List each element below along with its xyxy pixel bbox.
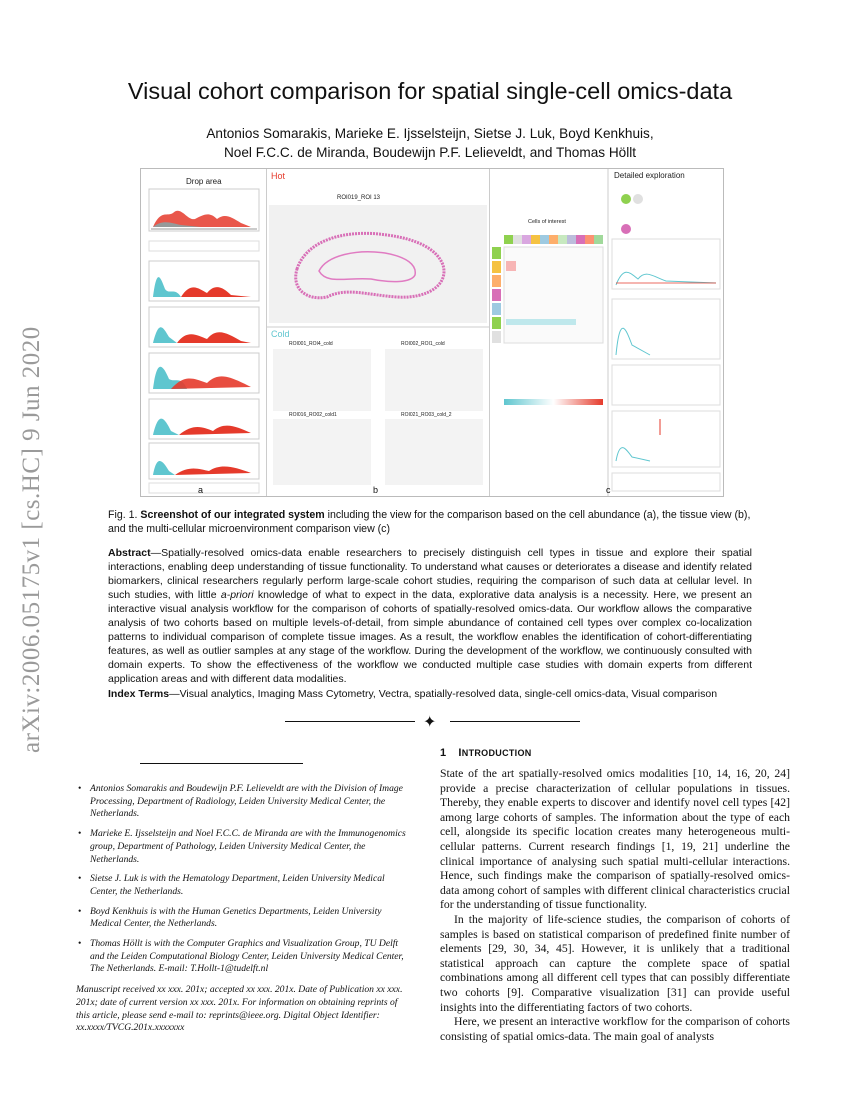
divider-line-left xyxy=(285,721,415,722)
figure-1 xyxy=(140,168,724,497)
abstract-label: Abstract xyxy=(108,547,151,559)
author-line-1: Antonios Somarakis, Marieke E. Ijsselsteijn, Sietse J. Luk, Boyd Kenkhuis, xyxy=(206,126,654,141)
body-paragraph: In the majority of life-science studies, the comparison of cohorts of samples is based on statistical comparison of predefined finite number of elements [29, 30, 34, 45]. However, it is unlikely that a traditional statistical approach can capture the complete space of spatial combinations among all different cell types that can possibly differentiate two cohorts [9]. Comparative visualization [31] can provide useful insights into the differentiating factors of two cohorts. xyxy=(440,912,790,1014)
abundance-plot-1 xyxy=(149,261,259,301)
panel-c-plots xyxy=(490,169,723,496)
affiliation-item: • Thomas Höllt is with the Computer Graphics and Visualization Group, TU Delft and the Leiden Computational Biology Center, Leiden University Medical Center, The Netherlands. E-mail: T.Hollt-1@tudelft.nl xyxy=(76,938,412,976)
caption-bold: Screenshot of our integrated system xyxy=(140,509,325,521)
heatmap-row-cold xyxy=(506,319,576,325)
affiliation-item: • Marieke E. Ijsselsteijn and Noel F.C.C. de Miranda are with the Immunogenomics group, Department of Pathology, Leiden University Medical Center, the Netherlands. xyxy=(76,828,412,866)
section-heading xyxy=(440,747,532,759)
introduction-body xyxy=(440,767,790,1044)
paper-title: Visual cohort comparison for spatial single-cell omics-data xyxy=(127,78,733,104)
section-title-rest: NTRODUCTION xyxy=(461,748,532,758)
divider-line-right xyxy=(450,721,580,722)
cold-tissue-4-name: ROI021_RO03_cold_2 xyxy=(401,412,452,418)
drop-area-label: Drop area xyxy=(186,177,222,186)
panel-c-microenvironment xyxy=(490,169,723,496)
abundance-plot-4 xyxy=(149,399,259,439)
abstract-text-1: —Spatially-resolved omics-data enable researchers to precisely distinguish cell types in tissue and explore their spatial interactions, enabling deep understanding of tissue functionality. To understand what causes or deteriorates a disease and identify related biomarkers, clinical researchers regularly perform large-scale cohort studies, requiring the comparison of such data at cellular level. In such studies, with little xyxy=(108,547,752,601)
divider-diamond-icon: ✦ xyxy=(423,712,437,731)
panel-b-tissues xyxy=(267,169,489,496)
detail-green-circle xyxy=(621,194,631,204)
body-paragraph: State of the art spatially-resolved omics modalities [10, 14, 16, 20, 24] provide a precise characterization of cellular populations in tissues. Thereby, they enable experts to discover and identify novel cell types [42] among large cohorts of samples. The information about the type of each cell, alongside its specific location creates many heterogeneous multi-cellular patterns. Current research findings [1, 19, 21] underline the clinical importance of analysing such spatial multi-cellular interactions. Hence, such findings make the comparison of spatially-resolved omics-data among cohort of samples with different clinical characteristics crucial for the understanding of tissue functionality. xyxy=(440,767,790,912)
index-terms xyxy=(108,687,752,701)
detail-curve-2 xyxy=(616,328,650,355)
caption-prefix: Fig. 1. xyxy=(108,509,141,521)
abstract-italic: a-priori xyxy=(220,588,254,601)
figure-panel-labels xyxy=(140,485,722,497)
cold-tissue-4 xyxy=(385,419,483,485)
detail-plot-3 xyxy=(612,365,720,405)
detail-gray-circle xyxy=(633,194,643,204)
manuscript-info: Manuscript received xx xxx. 201x; accepted xx xxx. 201x. Date of Publication xx xxx. 201x; date of current version xx xxx. 201x. For information on obtaining reprints of this article, please send e-mail to: reprints@ieee.org. Digital Object Identifier: xx.xxxx/TVCG.201x.xxxxxxx xyxy=(76,984,403,1034)
author-affiliations xyxy=(76,783,412,1035)
hot-label: Hot xyxy=(271,171,286,181)
section-number: 1 xyxy=(440,747,447,759)
affiliation-item: • Antonios Somarakis and Boudewijn P.F. Lelieveldt are with the Division of Image Processing, Department of Radiology, Leiden University Medical Center, the Netherlands. xyxy=(76,783,412,821)
affiliation-item: • Sietse J. Luk is with the Hematology Department, Leiden University Medical Center, the Netherlands. xyxy=(76,873,412,898)
cold-tissue-1 xyxy=(273,349,371,411)
detail-curve-4 xyxy=(616,448,650,461)
cell-type-colorbar-top xyxy=(504,235,603,244)
cold-label: Cold xyxy=(271,329,290,339)
difference-colorbar xyxy=(504,399,603,405)
detail-pink-circle xyxy=(621,224,631,234)
hot-tissue-name: ROI019_ROI 13 xyxy=(337,195,381,201)
caption-rest: including the view for the comparison based on the cell abundance (a), the tissue view (b), and the multi-cellular microenvironment comparison view (c) xyxy=(108,509,751,535)
cells-of-interest-label: Cells of interest xyxy=(528,219,566,225)
abundance-plot-3 xyxy=(149,353,259,393)
affiliation-item: • Boyd Kenkhuis is with the Human Genetics Departments, Leiden University Medical Center, the Netherlands. xyxy=(76,906,412,931)
section-divider xyxy=(285,714,580,730)
abstract xyxy=(108,547,752,687)
section-title-first: I xyxy=(458,747,462,759)
author-line-2: Noel F.C.C. de Miranda, Boudewijn P.F. Lelieveldt, and Thomas Höllt xyxy=(223,145,637,160)
heatmap-matrix xyxy=(504,247,603,343)
index-terms-label: Index Terms xyxy=(108,688,170,700)
cold-tissue-3 xyxy=(273,419,371,485)
detailed-exploration-label: Detailed exploration xyxy=(614,171,685,180)
index-terms-text: —Visual analytics, Imaging Mass Cytometry, Vectra, spatially-resolved data, single-cell omics-data, Visual comparison xyxy=(169,688,718,700)
detail-plot-4 xyxy=(612,411,720,467)
cold-tissue-1-name: ROI001_ROI4_cold xyxy=(289,341,333,347)
cold-tissue-2-name: ROI002_ROI1_cold xyxy=(401,341,445,347)
arxiv-identifier: arXiv:2006.05175v1 [cs.HC] 9 Jun 2020 xyxy=(18,326,45,754)
panel-label-b: b xyxy=(373,485,379,495)
abundance-plot-2 xyxy=(149,307,259,347)
figure-caption xyxy=(108,508,752,536)
cold-tissue-3-name: ROI016_RO02_cold1 xyxy=(289,412,337,418)
hot-tissue-image xyxy=(269,205,487,323)
author-list xyxy=(80,124,780,162)
panel-label-c: c xyxy=(606,485,611,495)
abundance-plot-5 xyxy=(149,443,259,479)
panel-label-a: a xyxy=(198,485,204,495)
panel-a-plots xyxy=(141,169,266,496)
panel-a-cell-abundance xyxy=(141,169,267,496)
detail-plot-2 xyxy=(612,299,720,359)
heatmap-cell-hot xyxy=(506,261,516,271)
body-paragraph: Here, we present an interactive workflow for the comparison of cohorts consisting of spatial omics-data. The main goal of analysts xyxy=(440,1015,790,1043)
cell-type-colorbar-left xyxy=(492,247,501,343)
footnote-rule xyxy=(140,763,303,764)
cold-tissue-2 xyxy=(385,349,483,411)
legend-box xyxy=(149,241,259,251)
abstract-text-2: knowledge of what to expect in the data, explorative data analysis is a necessity. Here, we present an interactive visual analysis workflow for the comparison of cohorts of spatially-resolved omics-data. Our workflow allows the comparative analysis of two cohorts based on multiple levels-of-detail, from simple abundance of contained cell types over complex co-localization patterns to individual comparison of complete tissue images. As a result, the workflow enables the identification of cohort-differentiating features, as well as outlier samples at any stage of the workflow. During the development of the workflow, we continuously consulted with domain experts. To show the effectiveness of the workflow we conducted multiple case studies with domain experts from different application areas and with different data modalities. xyxy=(108,588,752,685)
panel-b-tissue-view xyxy=(267,169,490,496)
